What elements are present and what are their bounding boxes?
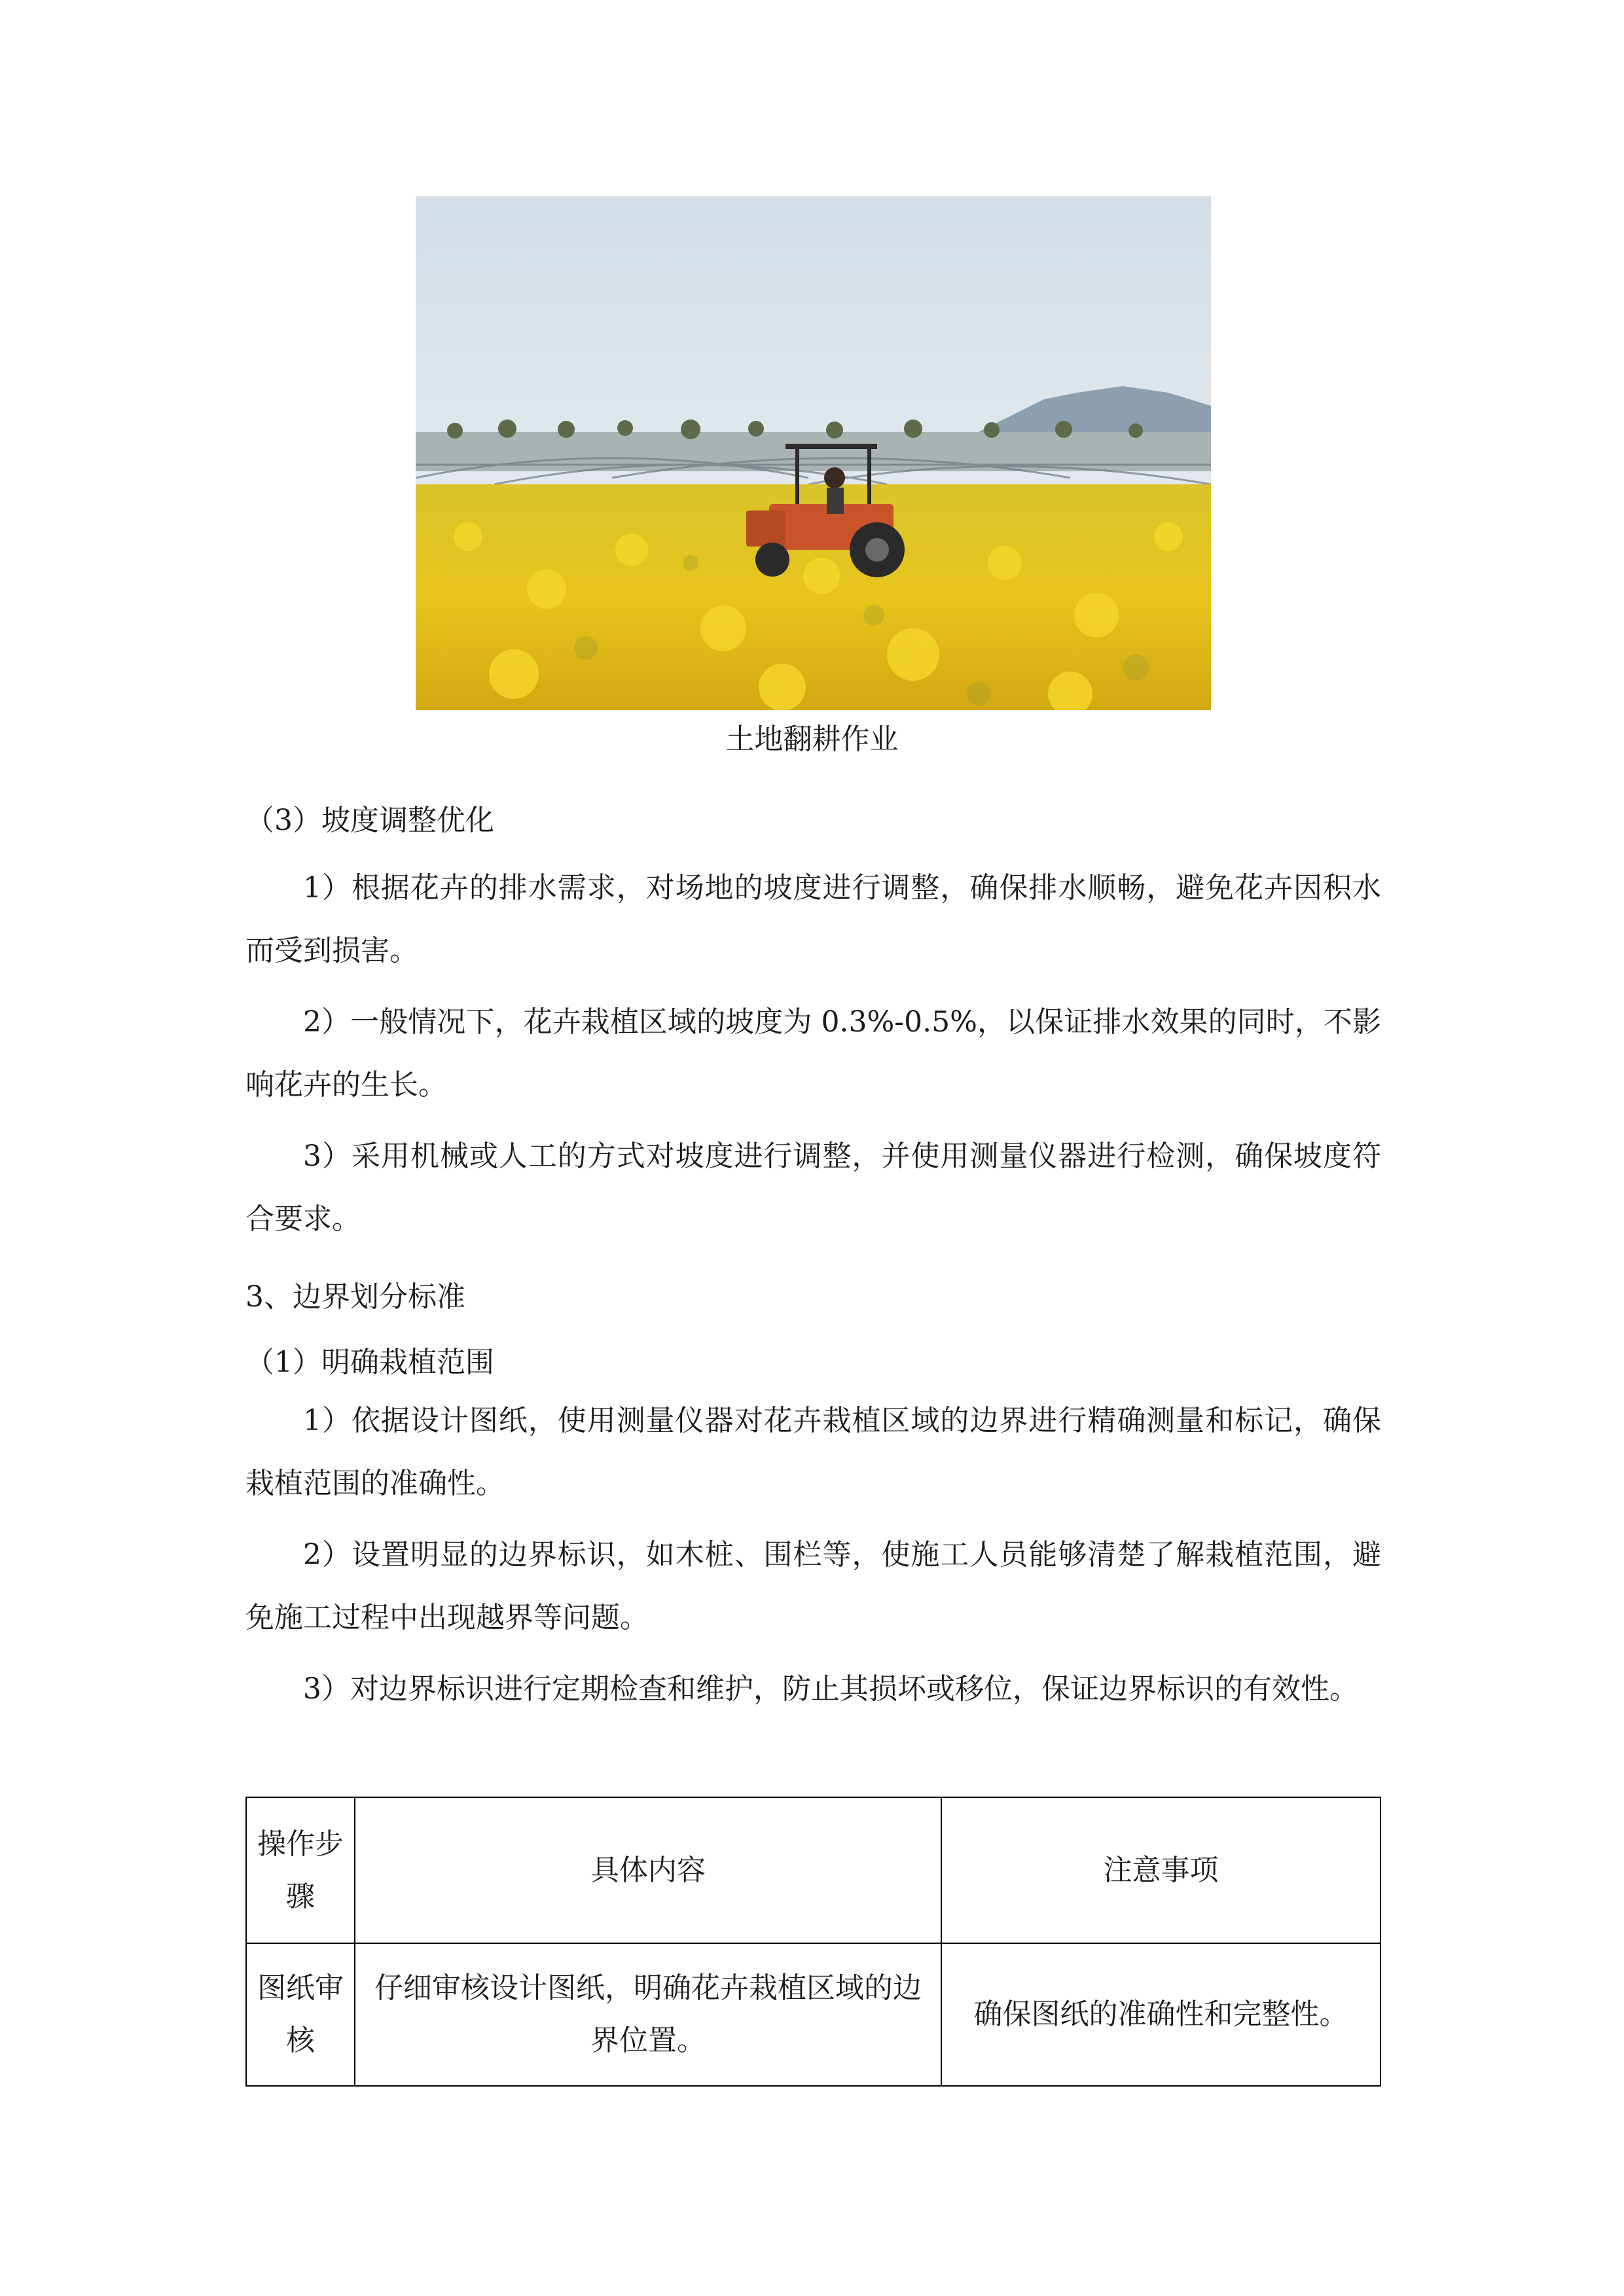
table-header-cell: 具体内容 xyxy=(355,1797,941,1943)
paragraph-slope-range: 2）一般情况下，花卉栽植区域的坡度为 0.3%-0.5%，以保证排水效果的同时，不影响花卉的生长。 xyxy=(245,1005,1381,1102)
subsection-heading-range: （1）明确栽植范围 xyxy=(245,1346,494,1379)
paragraph-boundary-maintenance: 3）对边界标识进行定期检查和维护，防止其损坏或移位，保证边界标识的有效性。 xyxy=(303,1672,1358,1706)
operation-steps-table xyxy=(245,1797,1381,2087)
section-heading-boundary: 3、边界划分标准 xyxy=(245,1280,465,1314)
paragraph-slope-adjust: 3）采用机械或人工的方式对坡度进行调整，并使用测量仪器进行检测，确保坡度符合要求。 xyxy=(245,1139,1381,1236)
table-row xyxy=(246,1943,1380,2086)
table-header-row xyxy=(246,1797,1380,1943)
figure-caption: 土地翻耕作业 xyxy=(725,723,899,756)
table-cell: 图纸审核 xyxy=(246,1943,355,2086)
paragraph-drainage: 1）根据花卉的排水需求，对场地的坡度进行调整，确保排水顺畅，避免花卉因积水而受到损害。 xyxy=(245,871,1381,967)
paragraph-measure-boundary: 1）依据设计图纸，使用测量仪器对花卉栽植区域的边界进行精确测量和标记，确保栽植范围的准确性。 xyxy=(245,1404,1381,1500)
paragraph-boundary-markers: 2）设置明显的边界标识，如木桩、围栏等，使施工人员能够清楚了解栽植范围，避免施工过程中出现越界等问题。 xyxy=(245,1538,1381,1634)
table-header-cell: 操作步骤 xyxy=(246,1797,355,1943)
table-cell: 仔细审核设计图纸，明确花卉栽植区域的边界位置。 xyxy=(355,1943,941,2086)
tractor-field-photo xyxy=(416,196,1211,710)
subsection-heading-slope: （3）坡度调整优化 xyxy=(245,804,494,837)
table-cell: 确保图纸的准确性和完整性。 xyxy=(941,1943,1380,2086)
table-header-cell: 注意事项 xyxy=(941,1797,1380,1943)
tractor-in-rapeseed-field-photo xyxy=(416,196,1211,710)
